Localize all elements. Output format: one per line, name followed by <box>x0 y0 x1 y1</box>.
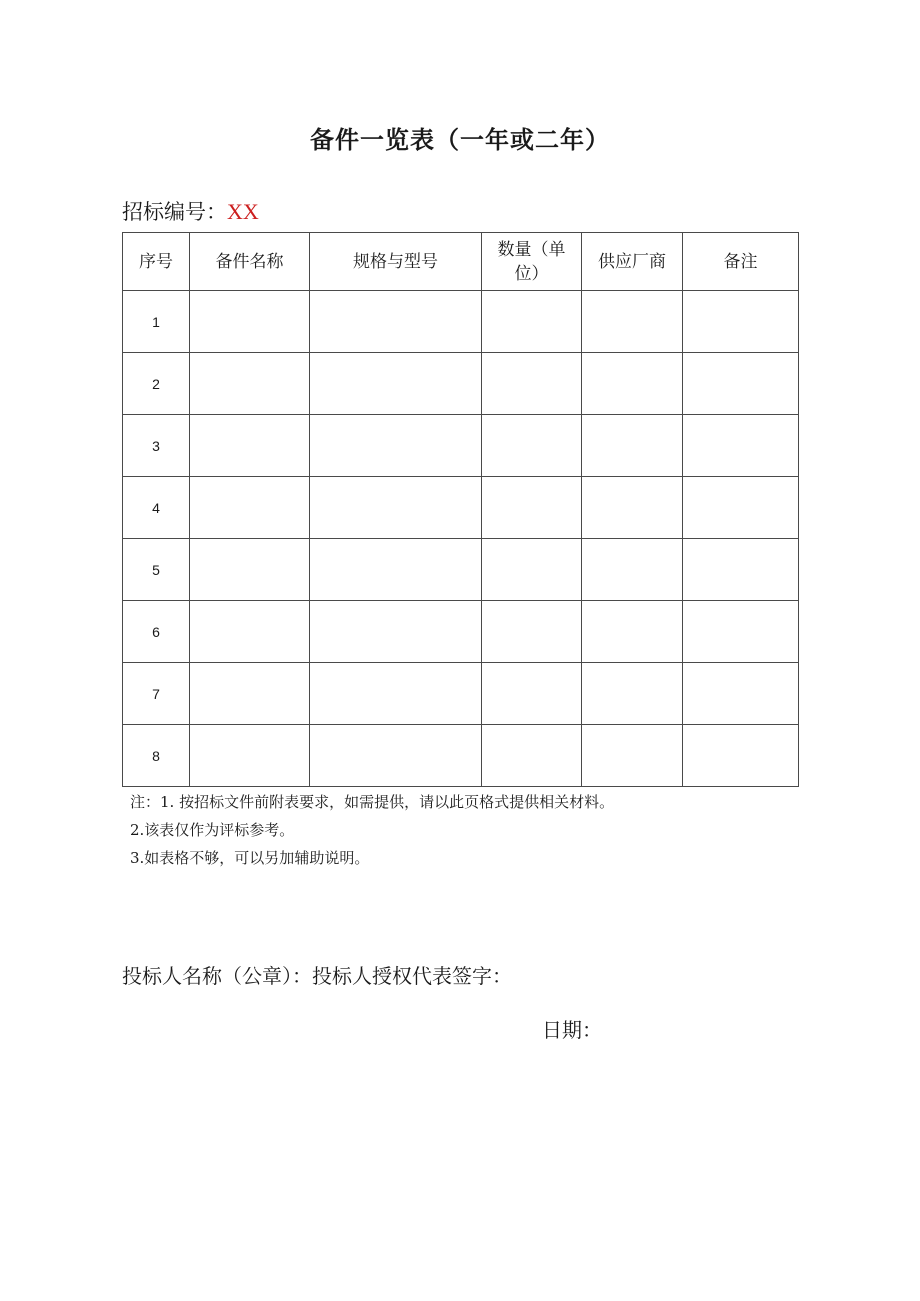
cell-supplier[interactable] <box>582 539 683 601</box>
cell-serial-no: 4 <box>123 477 190 539</box>
cell-supplier[interactable] <box>582 601 683 663</box>
header-quantity-unit: 数量（单位） <box>482 233 582 291</box>
table-row <box>123 353 799 415</box>
cell-part-name[interactable] <box>190 353 310 415</box>
cell-serial-no: 1 <box>123 291 190 353</box>
date-line: 日期： <box>542 1018 602 1042</box>
table-row <box>123 663 799 725</box>
table-row <box>123 291 799 353</box>
cell-remarks[interactable] <box>683 291 799 353</box>
cell-part-name[interactable] <box>190 415 310 477</box>
table-row <box>123 725 799 787</box>
header-serial-no: 序号 <box>123 233 190 291</box>
cell-remarks[interactable] <box>683 539 799 601</box>
cell-remarks[interactable] <box>683 601 799 663</box>
cell-remarks[interactable] <box>683 725 799 787</box>
cell-quantity[interactable] <box>482 291 582 353</box>
bid-number-value[interactable]: XX <box>227 199 259 224</box>
table-body <box>123 291 799 787</box>
cell-part-name[interactable] <box>190 291 310 353</box>
header-spec-model: 规格与型号 <box>310 233 482 291</box>
note-3: 3.如表格不够，可以另加辅助说明。 <box>130 849 370 867</box>
table-row <box>123 415 799 477</box>
cell-spec-model[interactable] <box>310 477 482 539</box>
header-part-name: 备件名称 <box>190 233 310 291</box>
cell-part-name[interactable] <box>190 539 310 601</box>
table-header-row <box>123 233 799 291</box>
cell-remarks[interactable] <box>683 415 799 477</box>
note-1: 注：1. 按招标文件前附表要求，如需提供，请以此页格式提供相关材料。 <box>130 793 615 811</box>
cell-serial-no: 3 <box>123 415 190 477</box>
cell-supplier[interactable] <box>582 291 683 353</box>
cell-supplier[interactable] <box>582 415 683 477</box>
cell-spec-model[interactable] <box>310 663 482 725</box>
bid-number-label: 招标编号： <box>122 200 227 224</box>
cell-spec-model[interactable] <box>310 725 482 787</box>
cell-part-name[interactable] <box>190 663 310 725</box>
cell-supplier[interactable] <box>582 353 683 415</box>
bidder-signature-line: 投标人名称（公章）：投标人授权代表签字： <box>122 964 512 988</box>
cell-supplier[interactable] <box>582 477 683 539</box>
cell-quantity[interactable] <box>482 477 582 539</box>
note-2: 2.该表仅作为评标参考。 <box>130 821 295 839</box>
table-row <box>123 539 799 601</box>
cell-serial-no: 6 <box>123 601 190 663</box>
cell-quantity[interactable] <box>482 725 582 787</box>
cell-serial-no: 2 <box>123 353 190 415</box>
cell-supplier[interactable] <box>582 725 683 787</box>
table-row <box>123 477 799 539</box>
cell-remarks[interactable] <box>683 477 799 539</box>
cell-quantity[interactable] <box>482 353 582 415</box>
header-remarks: 备注 <box>683 233 799 291</box>
cell-supplier[interactable] <box>582 663 683 725</box>
cell-quantity[interactable] <box>482 539 582 601</box>
header-supplier: 供应厂商 <box>582 233 683 291</box>
table-row <box>123 601 799 663</box>
cell-part-name[interactable] <box>190 477 310 539</box>
cell-serial-no: 7 <box>123 663 190 725</box>
spare-parts-table <box>122 232 799 787</box>
cell-quantity[interactable] <box>482 415 582 477</box>
document-title: 备件一览表（一年或二年） <box>310 126 610 154</box>
cell-spec-model[interactable] <box>310 353 482 415</box>
cell-part-name[interactable] <box>190 725 310 787</box>
cell-spec-model[interactable] <box>310 539 482 601</box>
bid-number-line <box>122 196 259 226</box>
notes-section <box>130 788 614 872</box>
cell-remarks[interactable] <box>683 353 799 415</box>
cell-spec-model[interactable] <box>310 415 482 477</box>
cell-quantity[interactable] <box>482 663 582 725</box>
cell-serial-no: 8 <box>123 725 190 787</box>
cell-part-name[interactable] <box>190 601 310 663</box>
cell-remarks[interactable] <box>683 663 799 725</box>
cell-serial-no: 5 <box>123 539 190 601</box>
cell-spec-model[interactable] <box>310 291 482 353</box>
cell-quantity[interactable] <box>482 601 582 663</box>
cell-spec-model[interactable] <box>310 601 482 663</box>
